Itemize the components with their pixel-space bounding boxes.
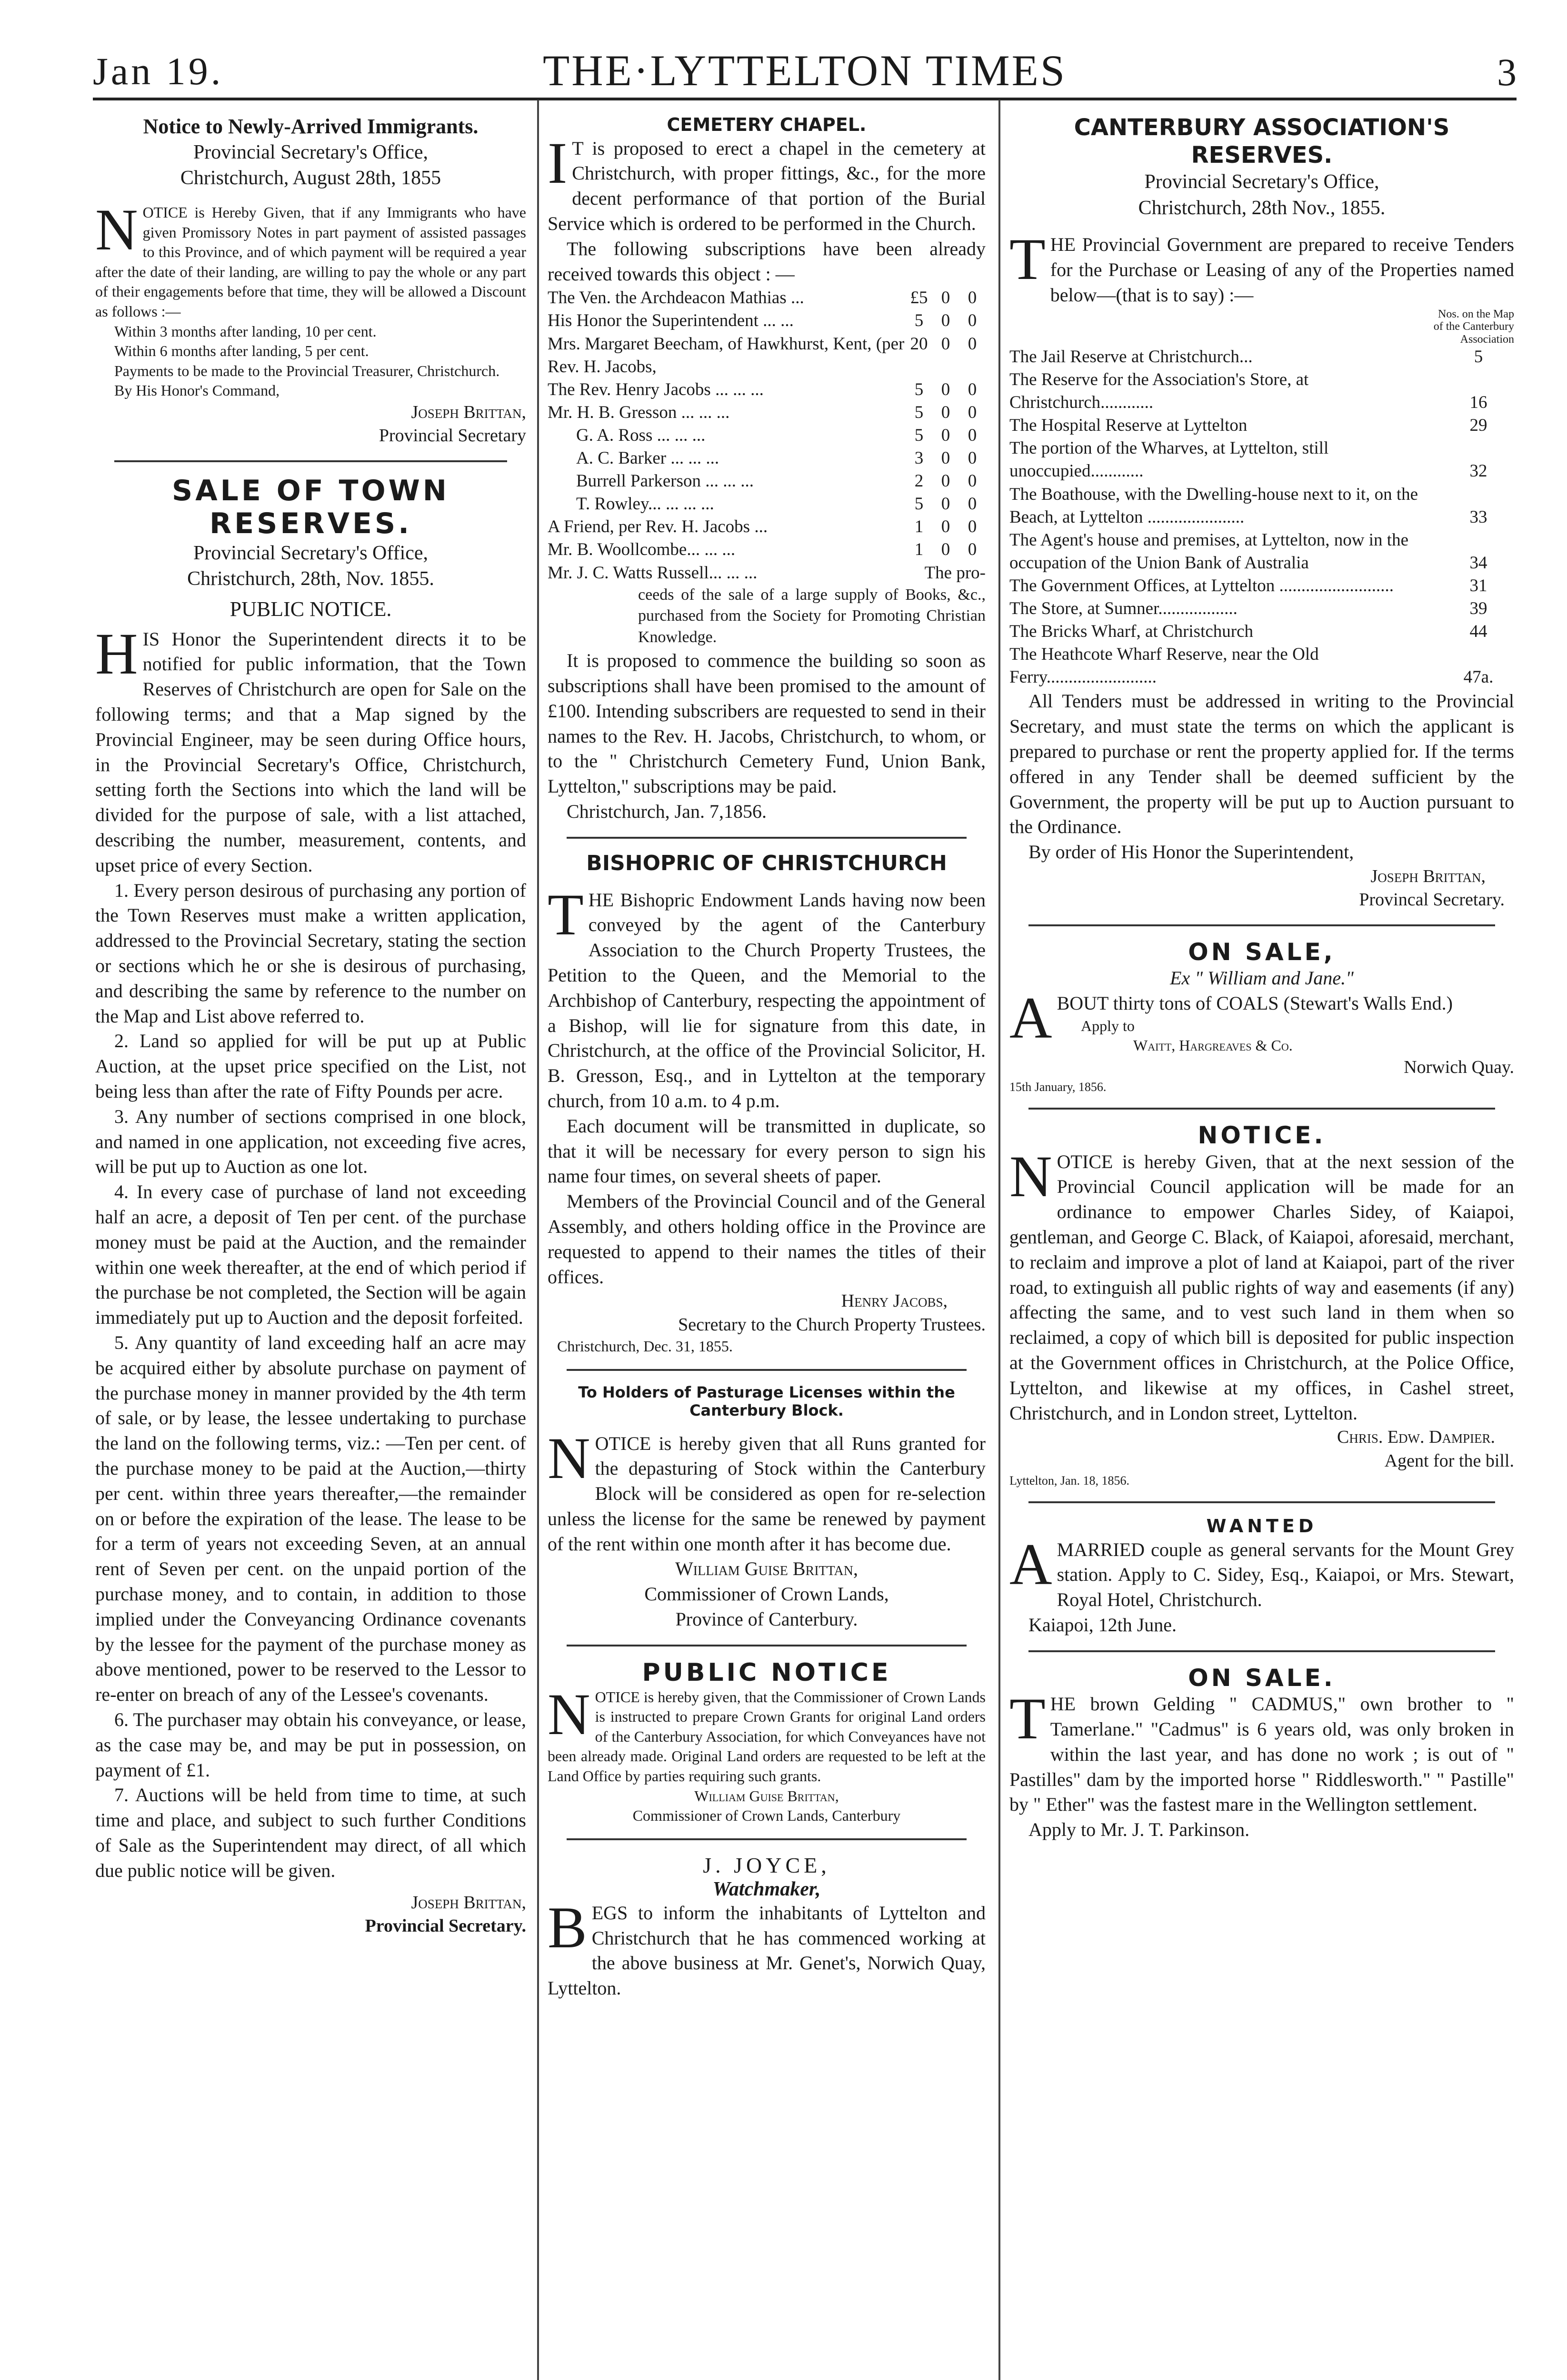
chapel-date: Christchurch, Jan. 7,1856. bbox=[567, 801, 767, 822]
immigrants-notice bbox=[95, 114, 526, 448]
sale-term: 2. Land so applied for will be put up at Public Auction, at the upset price specified on the List, not being less than after the rate of Fifty Pounds per acre. bbox=[95, 1030, 526, 1102]
drop-cap: N bbox=[548, 1425, 590, 1491]
drop-cap: N bbox=[548, 1681, 590, 1747]
firm-name: Waitt, Hargreaves & Co. bbox=[1133, 1037, 1293, 1054]
bishopric-title: BISHOPRIC OF CHRISTCHURCH bbox=[586, 851, 947, 875]
reserves-date: Christchurch, 28th Nov., 1855. bbox=[1138, 197, 1386, 219]
drop-cap: B bbox=[548, 1894, 587, 1960]
column-divider bbox=[537, 100, 539, 2380]
reserve-row: The Government Offices, at Lyttelton .......................... 31 bbox=[1009, 575, 1487, 595]
bishopric-body: Members of the Provincial Council and of the General Assembly, and others holding office in the Province are requested to append to their names the titles of their offices. bbox=[548, 1190, 986, 1288]
russell-note: ceeds of the sale of a large supply of Books, &c., purchased from the Society for Promoting Christian Knowledge. bbox=[638, 585, 986, 646]
reserve-row: The portion of the Wharves, at Lyttelton, still unoccupied............ 32 bbox=[1009, 438, 1487, 481]
signature-title: Province of Canterbury. bbox=[675, 1608, 858, 1630]
pasturage-notice bbox=[548, 1383, 986, 1632]
notice-date: Lyttelton, Jan. 18, 1856. bbox=[1009, 1474, 1130, 1488]
masthead-rule bbox=[93, 98, 1517, 100]
reserve-row: The Boathouse, with the Dwelling-house next to it, on the Beach, at Lyttelton ...................... 33 bbox=[1009, 484, 1487, 527]
section-rule bbox=[1028, 1501, 1495, 1503]
coals-body: BOUT thirty tons of COALS (Stewart's Walls End.) bbox=[1057, 992, 1453, 1014]
drop-cap: A bbox=[1009, 985, 1052, 1051]
joyce-name: J. JOYCE, bbox=[703, 1853, 830, 1877]
sale-term: 3. Any number of sections comprised in one block, and named in one application, not exceeding five acres, will be put up to Auction as one lot. bbox=[95, 1105, 526, 1178]
town-reserves-office: Provincial Secretary's Office, bbox=[193, 542, 429, 564]
reserve-row: The Heathcote Wharf Reserve, near the Old Ferry......................... 47a. bbox=[1009, 645, 1494, 687]
drop-cap: T bbox=[548, 882, 584, 947]
drop-cap: I bbox=[548, 130, 568, 196]
reserves-office: Provincial Secretary's Office, bbox=[1144, 171, 1379, 193]
wanted-body: MARRIED couple as general servants for the Mount Grey station. Apply to C. Sidey, Esq., Kaiapoi, or Mrs. Stewart, Royal Hotel, Christchurch. bbox=[1057, 1538, 1514, 1611]
sale-term: 5. Any quantity of land exceeding half an acre may be acquired either by absolute purchase on payment of the purchase money in manner provided by the 4th term of sale, or by lease, the lessee undertaking to purchase the land on the following terms, viz.: —Ten per cent. of the purchase money to be paid at the Auction,—thirty per cent. within three years thereafter,—the remainder on or before the expiration of the lease. The lease to be for a term of years not exceeding Seven, at an annual rent of Seven per cent. on the unpaid portion of the purchase money, and to contain, in addition to those implied under the Conveyancing Ordinance covenants by the lessee for the payment of the purchase money as above mentioned, power to be reserved to the Lessor to re-enter on breach of any of the Lessee's covenants. bbox=[95, 1332, 526, 1706]
subscription-row: The Ven. the Archdeacon Mathias ... £5 0 0 bbox=[548, 288, 977, 308]
signature-name: Henry Jacobs, bbox=[841, 1291, 948, 1311]
firm-place: Norwich Quay. bbox=[1404, 1057, 1514, 1077]
public-notice-body: OTICE is hereby given, that the Commissioner of Crown Lands is instructed to prepare Crown Grants for original Land orders of the Canterbury Association, for which Conveyances have not been already made. Original Land orders are requested to be left at the Land Office by parties requiring such grants. bbox=[548, 1688, 986, 1785]
signature-name: William Guise Brittan, bbox=[694, 1787, 839, 1805]
subscription-row: A. C. Barker ... ... ... 3 0 0 bbox=[576, 448, 977, 468]
subscription-row: A Friend, per Rev. H. Jacobs ... 1 0 0 bbox=[548, 517, 977, 537]
public-notice-subtitle: PUBLIC NOTICE. bbox=[230, 597, 392, 621]
immigrants-body: OTICE is Hereby Given, that if any Immigrants who have given Promissory Notes in part payment of assisted passages to this Province, and of which payment will be required a year after the date of their landing, are willing to pay the whole or any part of their engagements before that time, they will be allowed a Discount as follows :— bbox=[95, 203, 526, 320]
coals-date: 15th January, 1856. bbox=[1009, 1080, 1107, 1094]
payment-line: Payments to be made to the Provincial Treasurer, Christchurch. bbox=[114, 362, 500, 379]
bishopric-date: Christchurch, Dec. 31, 1855. bbox=[557, 1338, 733, 1355]
wanted-date: Kaiapoi, 12th June. bbox=[1028, 1614, 1177, 1636]
public-notice bbox=[548, 1659, 986, 1826]
sale-term: 4. In every case of purchase of land not exceeding half an acre, a deposit of Ten per cent. of the purchase money must be paid at the Auction, and the remainder within one week thereafter, at the end of which period if the purchase be not completed, the Section will be again immediately put up to Auction and the deposit forfeited. bbox=[95, 1181, 526, 1329]
public-notice-title: PUBLIC NOTICE bbox=[642, 1658, 891, 1687]
drop-cap: N bbox=[95, 197, 138, 262]
town-reserves-intro: IS Honor the Superintendent directs it to be notified for public information, that the Town Reserves of Christchurch are open for Sale on the following terms; and that a Map signed by the Provincial Engineer, may be seen during Office hours, in the Provincial Secretary's Office, Christchurch, setting forth the Sections into which the land will be divided for the purpose of sale, with a list attached, describing the number, measurement, contents, and upset price of every Section. bbox=[95, 628, 526, 876]
discount-line: Within 6 months after landing, 5 per cent. bbox=[114, 342, 369, 360]
on-sale-title: ON SALE, bbox=[1188, 938, 1336, 966]
signature-title: Agent for the bill. bbox=[1384, 1450, 1514, 1471]
command-line: By His Honor's Command, bbox=[114, 382, 280, 399]
horse-sale-advert bbox=[1009, 1665, 1514, 1843]
kaiapoi-notice bbox=[1009, 1122, 1514, 1489]
reserves-title: CANTERBURY ASSOCIATION'S RESERVES. bbox=[1074, 114, 1450, 169]
town-reserves-title: SALE OF TOWN RESERVES. bbox=[172, 474, 449, 540]
joyce-trade: Watchmaker, bbox=[712, 1878, 821, 1900]
discount-line: Within 3 months after landing, 10 per cent. bbox=[114, 322, 377, 340]
column-divider bbox=[998, 100, 1000, 2380]
subscription-row: The Rev. Henry Jacobs ... ... ... 5 0 0 bbox=[548, 379, 977, 399]
chapel-title: CEMETERY CHAPEL. bbox=[667, 114, 867, 135]
town-reserves-notice bbox=[95, 475, 526, 1938]
section-rule bbox=[114, 460, 507, 462]
drop-cap: T bbox=[1009, 1686, 1046, 1752]
reserve-row: The Agent's house and premises, at Lyttelton, now in the occupation of the Union Bank of Australia 34 bbox=[1009, 530, 1487, 573]
section-rule bbox=[1028, 924, 1495, 926]
column-1 bbox=[95, 114, 526, 2380]
wanted-title: WANTED bbox=[1206, 1516, 1317, 1537]
section-rule bbox=[567, 837, 967, 839]
bishopric-body: HE Bishopric Endowment Lands having now been conveyed by the agent of the Canterbury Association to the Church Property Trustees, the Petition to the Queen, and the Memorial to the Archbishop of Canterbury, respecting the appointment of a Bishop, will lie for signature from this date, in Christchurch, at the office of the Provincial Solicitor, H. B. Gresson, Esq., and in Lyttelton at the temporary church, from 10 a.m. to 4 p.m. bbox=[548, 889, 986, 1111]
reserves-table bbox=[1009, 346, 1514, 689]
chapel-intro: T is proposed to erect a chapel in the cemetery at Christchurch, with proper fittings, &c., for the more decent performance of that portion of the Burial Service which is ordered to be performed in the Church. bbox=[548, 137, 986, 234]
drop-cap: A bbox=[1009, 1531, 1052, 1597]
issue-date: Jan 19. bbox=[93, 50, 224, 93]
section-rule bbox=[1028, 1650, 1495, 1652]
section-rule bbox=[1028, 1108, 1495, 1110]
chapel-body: It is proposed to commence the building so soon as subscriptions shall have been promised to the amount of £100. Intending subscribers are requested to send in their names to the Rev. H. Jacobs, Christchurch, to whom, or to the " Christchurch Cemetery Fund, Union Bank, Lyttelton," subscriptions may be paid. bbox=[548, 650, 986, 797]
reserve-row: The Bricks Wharf, at Christchurch 44 bbox=[1009, 622, 1487, 642]
notice-title: NOTICE. bbox=[1198, 1121, 1326, 1150]
joyce-advert bbox=[548, 1853, 986, 2001]
chapel-received: The following subscriptions have been already received towards this object : — bbox=[548, 238, 986, 285]
drop-cap: T bbox=[1009, 227, 1046, 292]
signature-title: Provincial Secretary bbox=[379, 426, 526, 446]
signature-name: Joseph Brittan, bbox=[1370, 866, 1486, 886]
subscription-row: Mr. B. Woollcombe... ... ... 1 0 0 bbox=[548, 540, 977, 560]
subscription-row: Mr. J. C. Watts Russell... ... ... The pro- bbox=[548, 563, 986, 583]
column-3 bbox=[1009, 114, 1514, 2380]
immigrants-date: Christchurch, August 28th, 1855 bbox=[180, 167, 441, 189]
reserve-row: The Hospital Reserve at Lyttelton 29 bbox=[1009, 416, 1487, 436]
reserves-order: By order of His Honor the Superintendent, bbox=[1028, 841, 1354, 863]
pasturage-body: OTICE is hereby given that all Runs granted for the depasturing of Stock within the Canterbury Block will be considered as open for re-selection unless the license for the same be renewed by payment of the rent within one month after it has become due. bbox=[548, 1432, 986, 1555]
subscription-row: His Honor the Superintendent ... ... 5 0 0 bbox=[548, 311, 977, 331]
immigrants-office: Provincial Secretary's Office, bbox=[193, 141, 429, 163]
section-rule bbox=[567, 1369, 967, 1371]
apply-line: Apply to bbox=[1081, 1017, 1135, 1034]
newspaper-title: THE·LYTTELTON TIMES bbox=[543, 46, 1067, 95]
signature-name: Joseph Brittan, bbox=[411, 1892, 526, 1913]
signature-title: Commissioner of Crown Lands, bbox=[644, 1583, 889, 1605]
page-number: 3 bbox=[1497, 50, 1517, 94]
subscription-row: Mr. H. B. Gresson ... ... ... 5 0 0 bbox=[548, 402, 977, 422]
coals-sale-advert bbox=[1009, 939, 1514, 1095]
signature-title: Secretary to the Church Property Trustees. bbox=[678, 1314, 986, 1335]
ship-name: Ex " William and Jane." bbox=[1170, 967, 1354, 989]
sale-term: 7. Auctions will be held from time to time, at such time and place, and subject to such further Conditions of Sale as the Superintendent may direct, of all which due public notice will be given. bbox=[95, 1784, 526, 1881]
town-reserves-date: Christchurch, 28th, Nov. 1855. bbox=[187, 568, 434, 590]
pasturage-title: To Holders of Pasturage Licenses within the Canterbury Block. bbox=[578, 1383, 955, 1420]
cemetery-chapel-notice bbox=[548, 114, 986, 824]
bishopric-body: Each document will be transmitted in duplicate, so that it will be necessary for every person to sign his name four times, on several sheets of paper. bbox=[548, 1115, 986, 1187]
horse-apply: Apply to Mr. J. T. Parkinson. bbox=[1028, 1819, 1250, 1841]
drop-cap: N bbox=[1009, 1143, 1052, 1209]
reserve-row: The Store, at Sumner.................. 39 bbox=[1009, 598, 1487, 618]
immigrants-title: Notice to Newly-Arrived Immigrants. bbox=[143, 115, 479, 138]
signature-name: William Guise Brittan, bbox=[675, 1558, 858, 1580]
map-note: Nos. on the Map of the Canterbury Association bbox=[1433, 307, 1514, 346]
drop-cap: H bbox=[95, 621, 138, 686]
signature-name: Chris. Edw. Dampier. bbox=[1337, 1427, 1495, 1448]
joyce-body: EGS to inform the inhabitants of Lyttelton and Christchurch that he has commenced working at the above business at Mr. Genet's, Norwich Quay, Lyttelton. bbox=[548, 1902, 986, 1999]
signature-title: Provincial Secretary. bbox=[365, 1915, 526, 1936]
horse-body: HE brown Gelding " CADMUS," own brother to " Tamerlane." "Cadmus" is 6 years old, was only broken in within the last year, and has done no work ; is out of " Pastilles" dam by the imported horse " Riddlesworth." " Pastille" by " Ether" was the fastest mare in the Wellington settlement. bbox=[1009, 1693, 1514, 1815]
masthead bbox=[93, 45, 1517, 95]
signature-title: Commissioner of Crown Lands, Canterbury bbox=[632, 1807, 901, 1825]
signature-title: Provincal Secretary. bbox=[1359, 890, 1505, 910]
subscription-row: T. Rowley... ... ... ... 5 0 0 bbox=[576, 494, 977, 514]
notice-body: OTICE is hereby Given, that at the next session of the Provincial Council application will be made for an ordinance to empower Charles Sidey, of Kaiapoi, gentleman, and George C. Black, of Kaiapoi, aforesaid, merchant, to reclaim and improve a plot of land at Kaiapoi, part of the river road, to extinguish all public rights of way and easements (if any) affecting the same, and to vest such land in them when so reclaimed, a copy of which bill is deposited for public inspection at the Government offices in Christchurch, at the Police Office, Lyttelton, and likewise at my offices, in Cashel street, Christchurch, and in London street, Lyttelton. bbox=[1009, 1150, 1514, 1424]
subscriptions-table bbox=[548, 287, 986, 584]
section-rule bbox=[567, 1838, 967, 1840]
column-2 bbox=[548, 114, 986, 2380]
reserves-intro: HE Provincial Government are prepared to receive Tenders for the Purchase or Leasing of any of the Properties named below—(that is to say) :— bbox=[1050, 234, 1514, 306]
bishopric-notice bbox=[548, 851, 986, 1357]
reserve-row: The Reserve for the Association's Store, at Christchurch............ 16 bbox=[1009, 370, 1487, 413]
association-reserves-notice bbox=[1009, 114, 1514, 912]
subscription-row: Burrell Parkerson ... ... ... 2 0 0 bbox=[576, 471, 977, 491]
signature-name: Joseph Brittan, bbox=[411, 402, 526, 422]
wanted-advert bbox=[1009, 1516, 1514, 1638]
on-sale-title: ON SALE. bbox=[1188, 1664, 1336, 1692]
subscription-row: Mrs. Margaret Beecham, of Hawkhurst, Kent, (per Rev. H. Jacobs, 20 0 0 bbox=[548, 334, 977, 377]
sale-term: 6. The purchaser may obtain his conveyance, or lease, as the case may be, and may be put in possession, on payment of £1. bbox=[95, 1708, 526, 1781]
reserve-row: The Jail Reserve at Christchurch... 5 bbox=[1009, 347, 1483, 367]
section-rule bbox=[567, 1645, 967, 1646]
sale-term: 1. Every person desirous of purchasing any portion of the Town Reserves must make a written application, addressed to the Provincial Secretary, stating the section or sections which he or she is desirous of purchasing, and describing the same by reference to the number on the Map and List above referred to. bbox=[95, 879, 526, 1027]
reserves-body: All Tenders must be addressed in writing to the Provincial Secretary, and must state the terms on which the applicant is prepared to purchase or rent the property applied for. If the terms offered in any Tender shall be deemed sufficient by the Government, the property will be put up to Auction pursuant to the Ordinance. bbox=[1009, 690, 1514, 838]
subscription-row: G. A. Ross ... ... ... 5 0 0 bbox=[576, 425, 977, 445]
